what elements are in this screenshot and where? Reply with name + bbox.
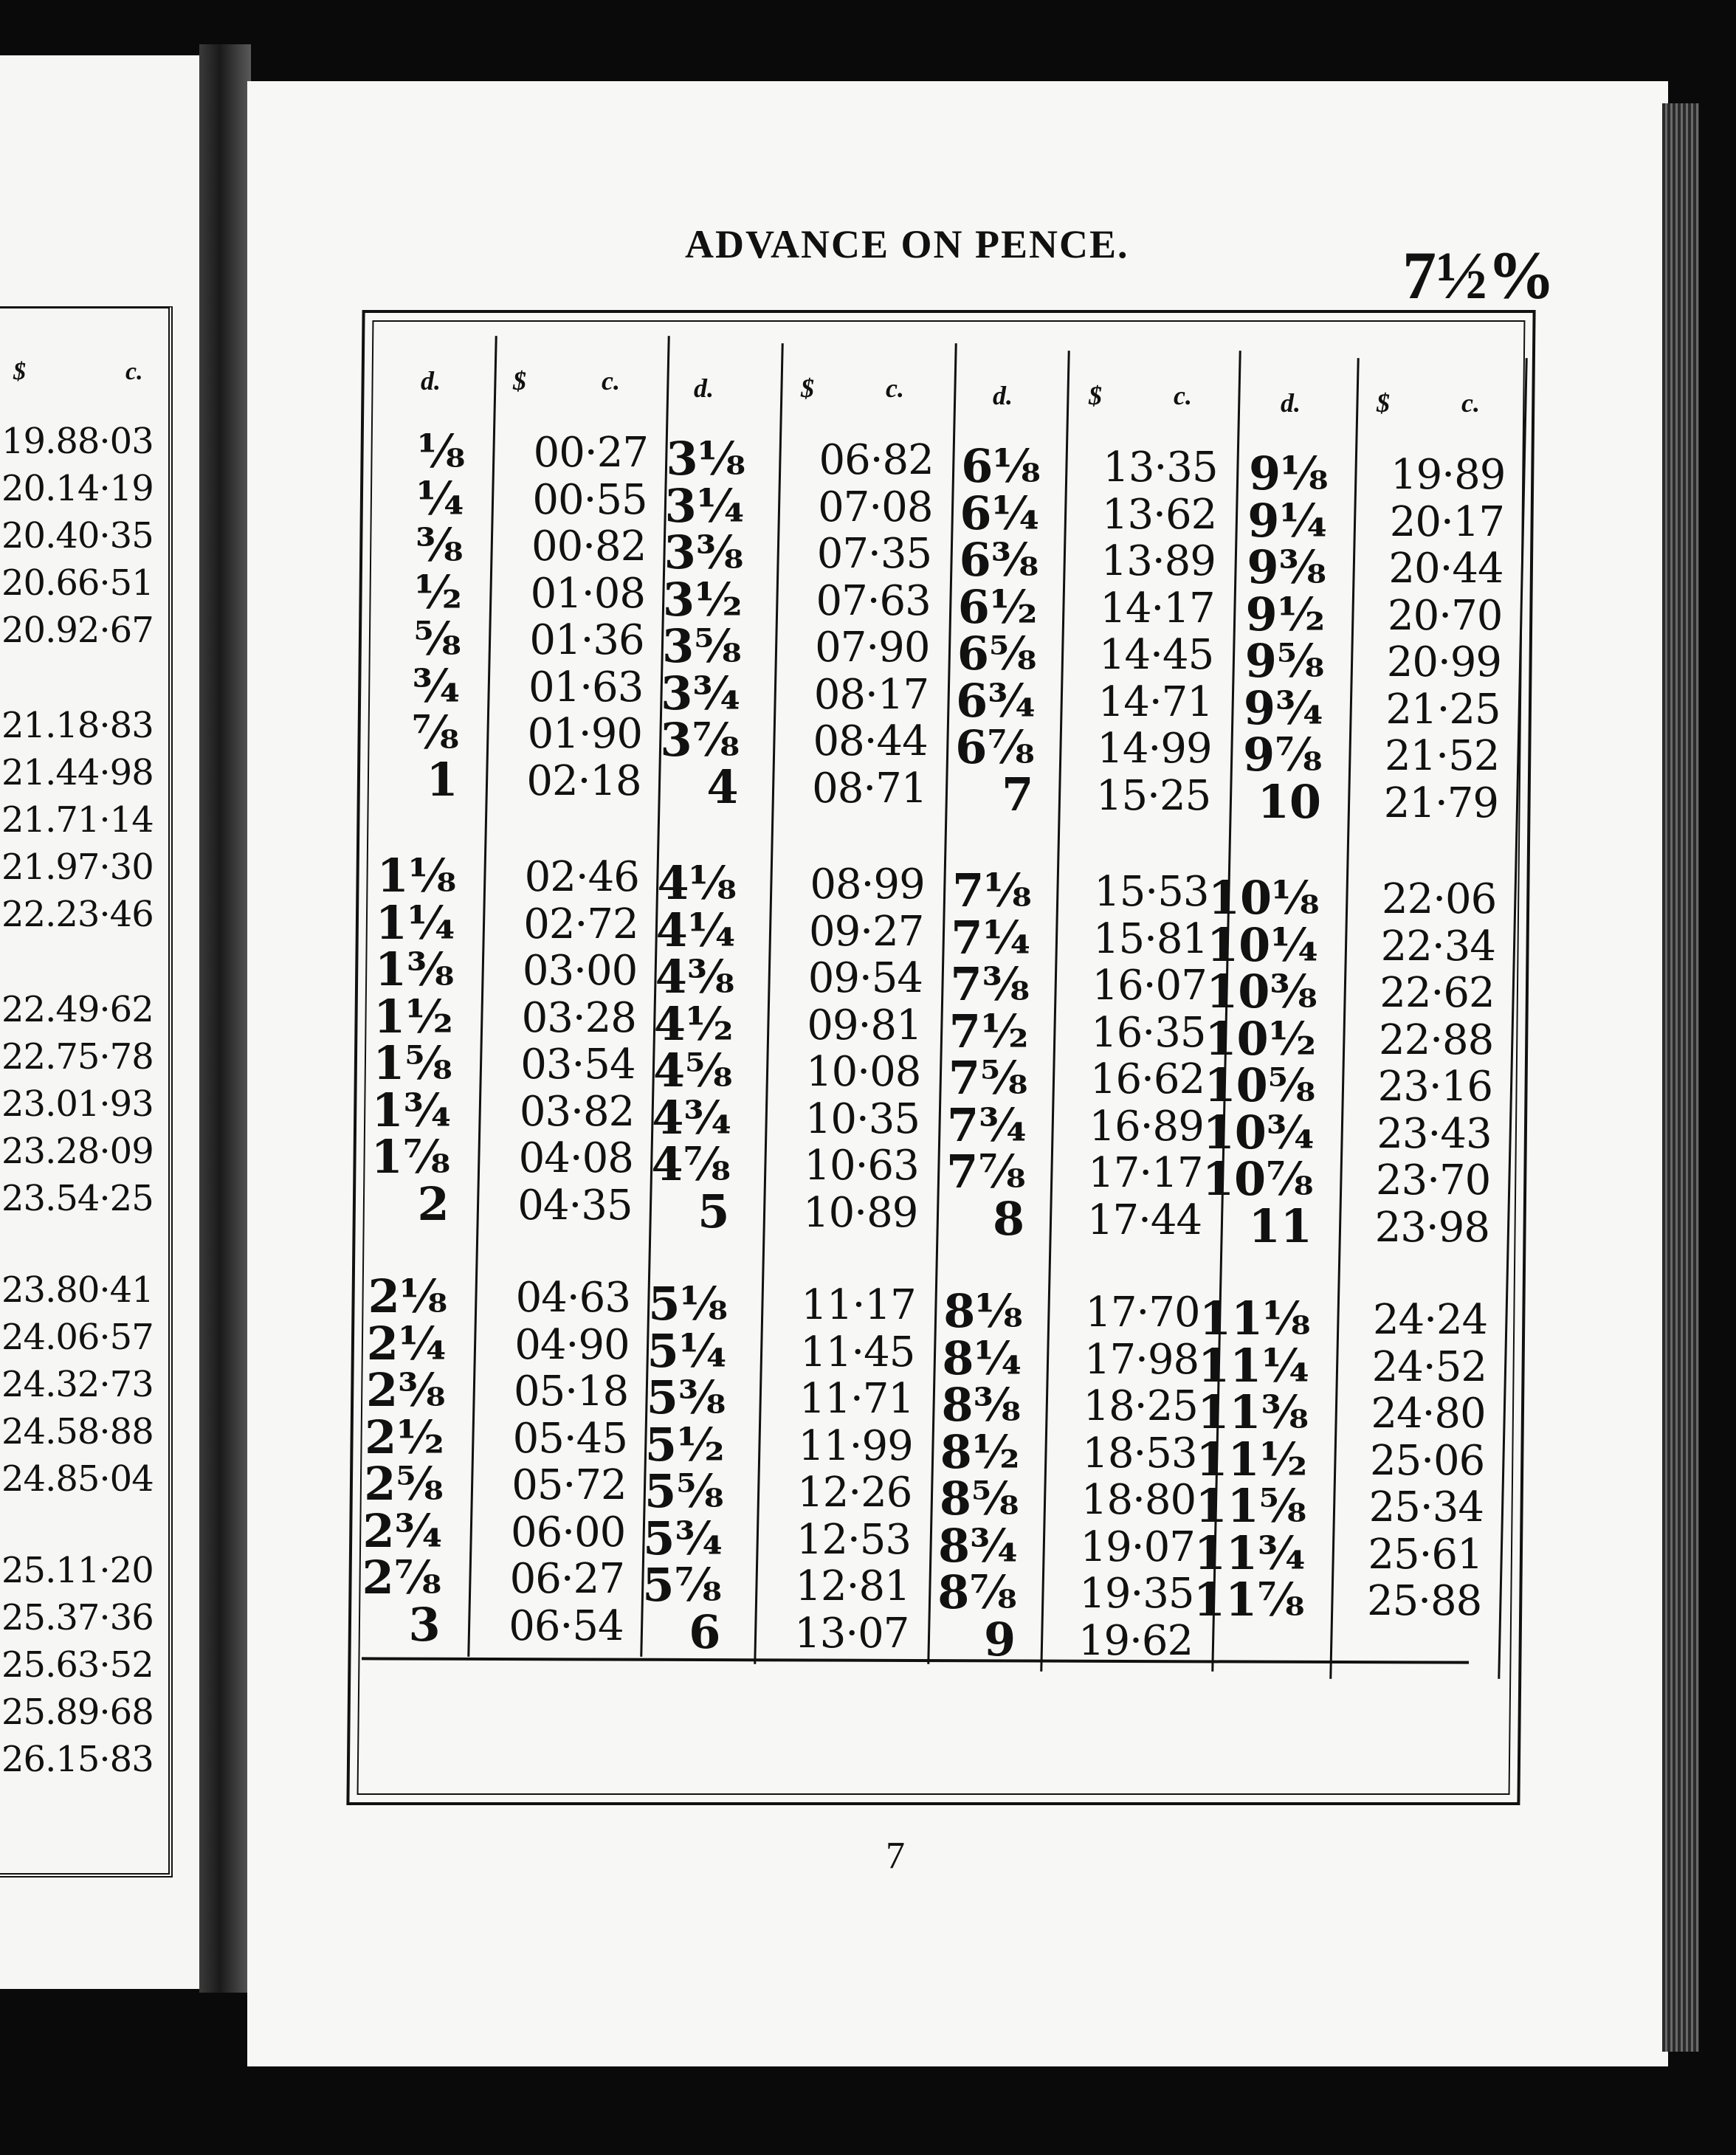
amount-value: 16·35 xyxy=(1091,1008,1206,1057)
dollar-header: $ xyxy=(1089,381,1102,410)
left-amount: 21.71·14 xyxy=(1,799,154,841)
pence-value: 3¾ xyxy=(661,666,741,720)
amount-value: 05·72 xyxy=(512,1461,627,1509)
left-amount: 25.89·68 xyxy=(1,1692,154,1733)
pence-value: 8½ xyxy=(940,1424,1020,1479)
amount-value: 01·63 xyxy=(528,663,644,711)
pence-value: 10½ xyxy=(1205,1011,1317,1066)
amount-value: 23·98 xyxy=(1374,1203,1489,1252)
pence-value: 6⅛ xyxy=(961,439,1041,493)
amount-value: 15·25 xyxy=(1095,771,1211,820)
amount-value: 10·63 xyxy=(804,1142,919,1190)
amount-value: 21·52 xyxy=(1385,732,1500,780)
amount-value: 19·89 xyxy=(1391,451,1506,499)
amount-value: 20·99 xyxy=(1386,638,1502,686)
pence-value: 2 xyxy=(417,1176,450,1231)
amount-value: 02·46 xyxy=(524,853,639,901)
pence-value: 4¾ xyxy=(652,1090,732,1145)
pence-value: 6 xyxy=(689,1604,721,1659)
amount-value: 25·06 xyxy=(1369,1436,1485,1485)
pence-value: 6⅞ xyxy=(955,720,1035,774)
pence-value: 5¾ xyxy=(643,1511,723,1565)
amount-value: 16·89 xyxy=(1089,1102,1204,1151)
pence-value: 1⅜ xyxy=(374,942,455,996)
amount-value: 06·00 xyxy=(510,1508,626,1556)
pence-value: 1¼ xyxy=(375,895,455,950)
pence-value: 9¼ xyxy=(1247,493,1328,548)
amount-value: 22·06 xyxy=(1381,875,1497,923)
amount-value: 19·62 xyxy=(1078,1616,1194,1665)
left-amount: 23.28·09 xyxy=(1,1131,154,1172)
amount-value: 13·89 xyxy=(1100,537,1216,585)
pence-value: 11½ xyxy=(1196,1432,1308,1486)
pence-value: 11¼ xyxy=(1198,1338,1309,1393)
amount-value: 23·43 xyxy=(1377,1109,1492,1158)
amount-value: 22·62 xyxy=(1380,969,1495,1017)
cents-header: c. xyxy=(602,366,620,396)
pence-value: 7⅞ xyxy=(946,1145,1026,1199)
pence-value: 3 xyxy=(408,1597,441,1652)
amount-value: 06·82 xyxy=(819,436,934,484)
amount-value: 17·44 xyxy=(1086,1196,1202,1244)
amount-value: 09·81 xyxy=(807,1001,922,1049)
left-amount: 22.23·46 xyxy=(1,894,154,935)
pence-value: 3¼ xyxy=(664,478,745,533)
pence-value: 1 xyxy=(426,752,458,807)
left-amount: 25.63·52 xyxy=(1,1644,154,1686)
cents-header: c. xyxy=(886,373,904,403)
amount-value: 24·52 xyxy=(1371,1342,1487,1391)
amount-value: 17·17 xyxy=(1088,1149,1203,1197)
amount-value: 09·54 xyxy=(807,954,923,1002)
pence-header: d. xyxy=(421,366,441,396)
pence-value: 11⅝ xyxy=(1195,1479,1306,1533)
left-amount: 20.66·51 xyxy=(1,562,154,604)
pence-value: ⅜ xyxy=(416,518,464,572)
pence-value: 1⅞ xyxy=(371,1130,450,1184)
pence-value: 6⅝ xyxy=(957,627,1037,680)
page-number: 7 xyxy=(886,1835,905,1877)
pence-value: 10⅞ xyxy=(1202,1152,1314,1206)
left-amount: 24.58·88 xyxy=(1,1411,154,1452)
pence-value: 3⅝ xyxy=(662,619,742,673)
left-amount: 21.18·83 xyxy=(1,705,154,746)
left-amount: 25.37·36 xyxy=(1,1597,154,1638)
pence-value: 2⅛ xyxy=(368,1269,447,1323)
pence-value: 8⅛ xyxy=(943,1284,1023,1338)
left-cents-header: c. xyxy=(125,358,143,385)
pence-value: 3⅜ xyxy=(664,525,744,579)
pence-value: 6¼ xyxy=(960,486,1040,540)
pence-value: 8¾ xyxy=(938,1518,1018,1573)
pence-value: 1⅛ xyxy=(376,849,456,903)
amount-value: 25·61 xyxy=(1368,1530,1483,1579)
cents-header: c. xyxy=(1174,381,1192,410)
pence-value: 7½ xyxy=(948,1004,1029,1058)
amount-value: 24·24 xyxy=(1372,1296,1488,1344)
pence-value: 5½ xyxy=(644,1417,725,1472)
page-title: ADVANCE ON PENCE. xyxy=(685,222,1129,266)
pence-value: 5 xyxy=(698,1184,730,1238)
pence-value: 2¼ xyxy=(366,1316,447,1370)
amount-value: 07·63 xyxy=(816,576,931,625)
amount-value: 12·26 xyxy=(797,1469,912,1517)
pence-value: 6⅜ xyxy=(959,533,1038,587)
amount-value: 08·44 xyxy=(813,717,928,765)
left-amount: 23.01·93 xyxy=(1,1083,154,1125)
left-amount: 24.85·04 xyxy=(1,1458,154,1500)
pence-value: 10⅛ xyxy=(1208,871,1320,925)
pence-value: 1⅝ xyxy=(373,1036,452,1090)
pence-value: 9½ xyxy=(1245,587,1326,641)
amount-value: 21·79 xyxy=(1383,779,1499,827)
amount-value: 22·34 xyxy=(1380,922,1495,970)
pence-value: 2½ xyxy=(365,1410,444,1464)
pence-value: 10 xyxy=(1257,774,1322,829)
amount-value: 25·34 xyxy=(1368,1483,1484,1531)
left-amount: 21.97·30 xyxy=(1,847,154,888)
amount-value: 12·81 xyxy=(795,1562,910,1610)
amount-value: 06·27 xyxy=(509,1555,624,1603)
pence-value: 9⅜ xyxy=(1247,540,1326,594)
pence-value: 1½ xyxy=(373,989,453,1044)
amount-value: 16·62 xyxy=(1089,1055,1205,1103)
pence-value: ¾ xyxy=(412,658,461,713)
amount-value: 19·07 xyxy=(1080,1523,1195,1571)
pence-value: 4½ xyxy=(653,996,734,1051)
pence-value: 9⅞ xyxy=(1243,728,1323,782)
amount-value: 24·80 xyxy=(1371,1390,1486,1438)
pence-value: 4⅞ xyxy=(651,1137,731,1191)
pence-header: d. xyxy=(993,381,1013,410)
amount-value: 23·16 xyxy=(1377,1063,1492,1111)
pence-value: 7¾ xyxy=(947,1097,1027,1152)
amount-value: 11·99 xyxy=(798,1421,913,1470)
amount-value: 01·90 xyxy=(527,710,642,758)
pence-value: 5⅝ xyxy=(644,1464,724,1518)
amount-value: 16·07 xyxy=(1092,962,1207,1010)
pence-value: 3⅛ xyxy=(666,432,745,486)
pence-value: ¼ xyxy=(416,471,464,525)
amount-value: 15·81 xyxy=(1092,914,1208,963)
left-amount: 22.75·78 xyxy=(1,1036,154,1078)
left-amount: 23.80·41 xyxy=(1,1269,154,1311)
amount-value: 20·17 xyxy=(1389,497,1505,546)
amount-value: 01·36 xyxy=(529,616,644,664)
rate-label: 7½% xyxy=(1402,238,1555,313)
amount-value: 05·45 xyxy=(512,1414,627,1463)
amount-value: 08·99 xyxy=(810,861,925,908)
pence-value: 7⅜ xyxy=(950,957,1030,1011)
left-amount: 25.11·20 xyxy=(1,1550,154,1591)
amount-value: 18·25 xyxy=(1083,1382,1198,1430)
left-amount: 20.14·19 xyxy=(1,468,154,509)
pence-value: 5⅜ xyxy=(646,1370,726,1424)
pence-value: 7⅝ xyxy=(948,1051,1028,1105)
amount-value: 20·44 xyxy=(1388,545,1504,593)
amount-value: 03·00 xyxy=(522,947,638,995)
amount-value: 00·55 xyxy=(532,475,647,524)
dollar-header: $ xyxy=(1377,388,1390,418)
left-column-header xyxy=(0,358,155,387)
amount-value: 14·17 xyxy=(1100,584,1215,632)
pence-value: 8¼ xyxy=(942,1331,1022,1385)
amount-value: 08·71 xyxy=(812,764,927,813)
page-edges xyxy=(1662,103,1699,2052)
pence-value: 8⅝ xyxy=(939,1472,1019,1525)
pence-header: d. xyxy=(1281,388,1301,418)
amount-value: 01·08 xyxy=(530,569,645,618)
amount-value: 14·99 xyxy=(1097,725,1212,773)
amount-value: 08·17 xyxy=(813,670,929,719)
pence-value: 1¾ xyxy=(371,1083,452,1137)
amount-value: 22·88 xyxy=(1378,1016,1494,1064)
pence-value: 11¾ xyxy=(1194,1525,1306,1580)
amount-value: 17·98 xyxy=(1084,1335,1199,1384)
left-amount: 26.15·83 xyxy=(1,1739,154,1780)
amount-value: 04·90 xyxy=(514,1320,630,1369)
amount-value: 03·82 xyxy=(519,1087,635,1136)
pence-value: 9 xyxy=(984,1612,1016,1666)
pence-value: 7⅛ xyxy=(952,863,1032,917)
left-amount: 21.44·98 xyxy=(1,752,154,793)
amount-value: 00·27 xyxy=(533,429,648,477)
amount-value: 11·17 xyxy=(801,1281,916,1329)
pence-value: 4¼ xyxy=(655,903,736,957)
pence-value: 10⅝ xyxy=(1204,1058,1315,1112)
pence-value: ⅝ xyxy=(413,612,461,666)
pence-value: 2⅝ xyxy=(364,1457,444,1511)
pence-value: 2¾ xyxy=(362,1503,443,1558)
amount-value: 00·82 xyxy=(531,523,647,570)
pence-value: 2⅞ xyxy=(362,1551,441,1604)
amount-value: 23·70 xyxy=(1375,1156,1491,1204)
pence-value: 7¼ xyxy=(951,910,1031,965)
pence-value: 11⅞ xyxy=(1193,1573,1305,1627)
amount-value: 12·53 xyxy=(796,1515,912,1564)
amount-value: 02·18 xyxy=(526,756,641,805)
pence-value: 2⅜ xyxy=(365,1363,446,1417)
pence-value: 11 xyxy=(1248,1199,1312,1253)
pence-value: 11⅛ xyxy=(1199,1292,1311,1345)
pence-value: 4⅜ xyxy=(655,950,735,1004)
amount-value: 07·90 xyxy=(815,624,930,672)
amount-value: 14·45 xyxy=(1098,631,1214,679)
amount-value: 03·54 xyxy=(520,1041,636,1089)
left-amount: 22.49·62 xyxy=(1,989,154,1030)
pence-value: 4 xyxy=(706,759,739,814)
left-dollar-header: $ xyxy=(13,358,26,385)
amount-value: 03·28 xyxy=(521,993,636,1042)
amount-value: 19·35 xyxy=(1079,1570,1194,1618)
pence-value: 8⅞ xyxy=(937,1565,1017,1619)
amount-value: 02·72 xyxy=(523,900,638,948)
pence-value: 5¼ xyxy=(647,1323,727,1378)
amount-value: 10·35 xyxy=(805,1094,920,1143)
amount-value: 05·18 xyxy=(513,1368,629,1416)
pence-value: 4⅛ xyxy=(657,856,737,910)
cents-header: c. xyxy=(1461,388,1480,418)
pence-value: 4⅝ xyxy=(653,1044,733,1097)
left-amount: 24.06·57 xyxy=(1,1317,154,1358)
amount-value: 14·71 xyxy=(1098,677,1213,726)
pence-value: 10¼ xyxy=(1207,917,1318,972)
amount-value: 10·08 xyxy=(806,1048,921,1096)
amount-value: 04·63 xyxy=(515,1274,630,1322)
amount-value: 06·54 xyxy=(509,1601,624,1650)
left-amount: 24.32·73 xyxy=(1,1364,154,1405)
amount-value: 15·53 xyxy=(1094,868,1209,916)
pence-value: ½ xyxy=(414,565,462,619)
pence-value: 8 xyxy=(993,1191,1025,1246)
amount-value: 10·89 xyxy=(803,1188,918,1237)
dollar-header: $ xyxy=(801,373,814,403)
left-amount: 19.88·03 xyxy=(1,421,154,462)
pence-value: 3⅞ xyxy=(660,713,740,767)
amount-value: 17·70 xyxy=(1085,1289,1200,1337)
amount-value: 04·35 xyxy=(517,1181,633,1230)
pence-value: 7 xyxy=(1002,767,1034,821)
pence-value: 6½ xyxy=(957,579,1038,634)
amount-value: 07·35 xyxy=(816,530,932,578)
book-gutter xyxy=(199,44,251,1993)
amount-value: 13·35 xyxy=(1103,444,1218,492)
left-amount: 23.54·25 xyxy=(1,1178,154,1219)
pence-value: 6¾ xyxy=(956,673,1036,728)
pence-value: 10⅜ xyxy=(1206,965,1318,1018)
amount-value: 21·25 xyxy=(1385,685,1501,734)
pence-value: 3½ xyxy=(662,572,743,627)
left-amount: 20.40·35 xyxy=(1,515,154,556)
pence-value: 5⅛ xyxy=(648,1277,728,1331)
amount-value: 09·27 xyxy=(809,907,924,956)
amount-value: 04·08 xyxy=(518,1134,633,1182)
left-amount: 20.92·67 xyxy=(1,610,154,651)
amount-value: 11·45 xyxy=(800,1328,915,1376)
amount-value: 11·71 xyxy=(799,1375,914,1423)
pence-value: 9¾ xyxy=(1243,680,1323,735)
pence-value: 10¾ xyxy=(1202,1105,1315,1159)
amount-value: 13·62 xyxy=(1101,490,1217,539)
pence-value: ⅛ xyxy=(417,424,465,478)
pence-value: 9⅛ xyxy=(1249,446,1329,500)
amount-value: 07·08 xyxy=(818,483,933,531)
pence-value: 9⅝ xyxy=(1244,634,1325,688)
amount-value: 25·88 xyxy=(1366,1577,1482,1625)
amount-value: 20·70 xyxy=(1388,591,1503,640)
pence-value: ⅞ xyxy=(411,706,459,759)
pence-value: 8⅜ xyxy=(941,1378,1021,1432)
pence-value: 5⅞ xyxy=(642,1558,722,1612)
amount-value: 13·07 xyxy=(794,1609,909,1658)
amount-value: 18·80 xyxy=(1081,1476,1196,1524)
pence-value: 11⅜ xyxy=(1197,1385,1309,1439)
amount-value: 18·53 xyxy=(1082,1429,1197,1478)
pence-header: d. xyxy=(694,373,714,403)
dollar-header: $ xyxy=(513,366,526,396)
